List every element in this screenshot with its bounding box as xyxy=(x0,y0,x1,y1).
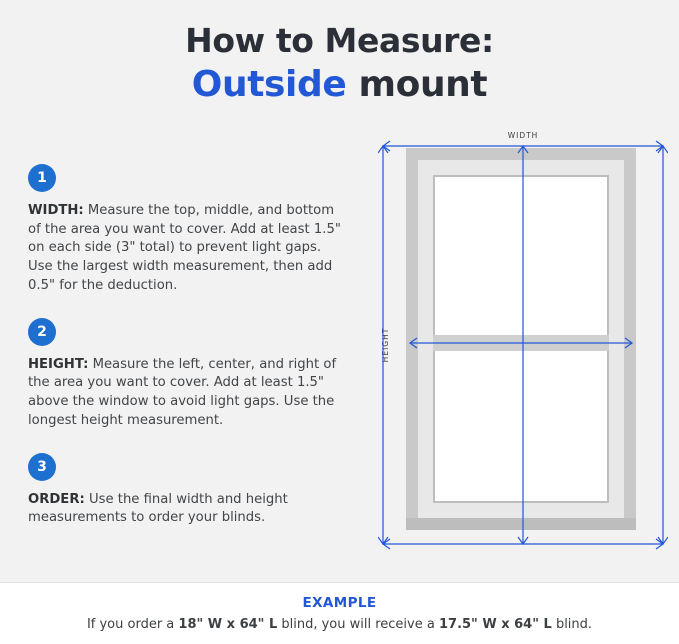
step-1-badge: 1 xyxy=(28,164,56,192)
example-title: EXAMPLE xyxy=(302,595,377,611)
example-received-size: 17.5" W x 64" L xyxy=(438,617,552,632)
step-3-body: Use the final width and height measurements to order your blinds. xyxy=(28,491,288,526)
example-middle: blind, you will receive a xyxy=(277,617,439,632)
page-title xyxy=(0,22,679,106)
step-1-text xyxy=(28,202,348,296)
window-diagram xyxy=(378,130,668,560)
title-line-1: How to Measure: xyxy=(185,21,494,60)
step-1-label: WIDTH: xyxy=(28,203,84,218)
width-label: WIDTH xyxy=(507,131,539,140)
title-rest-word: mount xyxy=(346,63,488,105)
window-pane-lower xyxy=(435,351,607,501)
step-2-badge: 2 xyxy=(28,318,56,346)
example-suffix: blind. xyxy=(551,617,593,632)
example-footer xyxy=(0,582,679,644)
step-2-text xyxy=(28,356,360,431)
step-2-label: HEIGHT: xyxy=(28,356,89,372)
example-text xyxy=(0,617,679,632)
right-height-dimension-arrow xyxy=(658,146,668,544)
example-prefix: If you order a xyxy=(86,617,179,632)
height-label: HEIGHT xyxy=(381,327,390,363)
window-sill xyxy=(406,518,636,530)
step-2-body: Measure the left, center, and right of the area you want to cover. Add at least 1.5" above the window to avoid light gaps. Use the longest height measurement. xyxy=(28,356,337,428)
step-3-text xyxy=(28,491,328,528)
example-order-size: 18" W x 64" L xyxy=(178,617,278,632)
step-2 xyxy=(28,318,368,431)
title-accent-word: Outside xyxy=(191,63,347,105)
step-3-label: ORDER: xyxy=(28,491,85,507)
title-line-2 xyxy=(0,63,679,106)
step-1-body: Measure the top, middle, and bottom of the area you want to cover. Add at least 1.5" on each side (3" total) to prevent light gaps. Use the largest width measurement, then add 0.5" for the deduction. xyxy=(28,203,341,293)
step-3 xyxy=(28,453,368,528)
window-pane-upper xyxy=(435,177,607,335)
steps-list xyxy=(28,164,368,550)
step-3-badge: 3 xyxy=(28,453,56,481)
step-1 xyxy=(28,164,368,296)
